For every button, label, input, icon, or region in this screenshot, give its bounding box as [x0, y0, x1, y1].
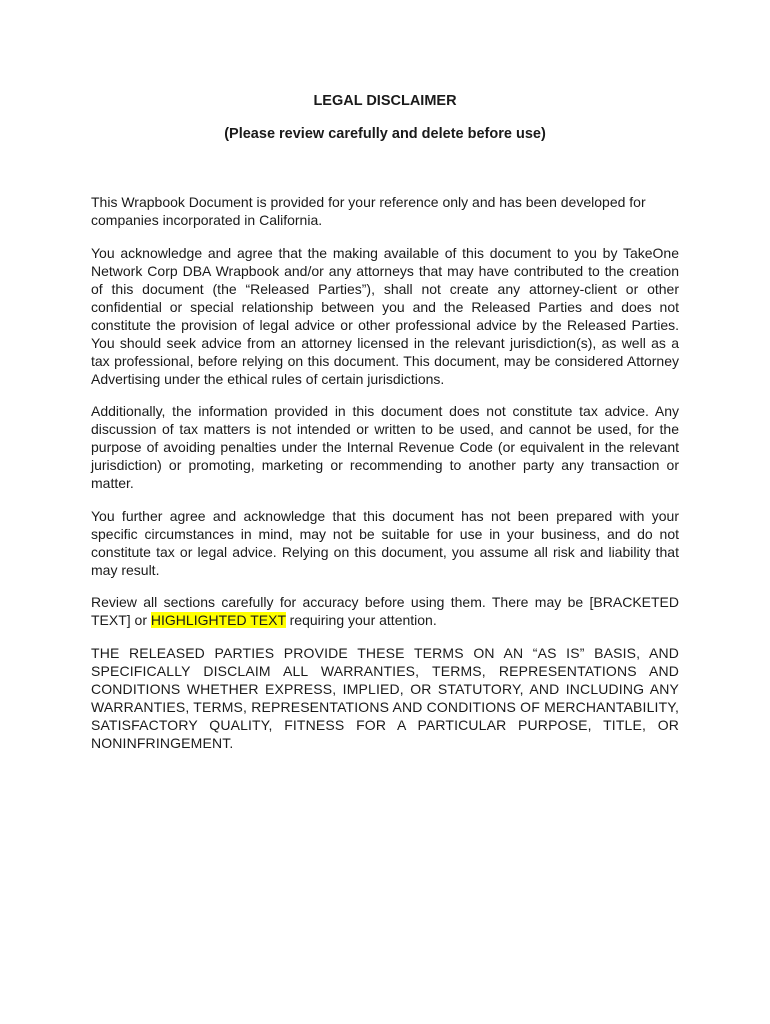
paragraph-warranty-disclaimer: THE RELEASED PARTIES PROVIDE THESE TERMS ON AN “AS IS” BASIS, AND SPECIFICALLY DISCLAIM ALL WARRANTIES, TERMS, REPRESENTATIONS AND CONDITIONS WHETHER EXPRESS, IMPLIED, OR STATUTORY, AND INCLUDING ANY WARRANTIES, TERMS, REPRESENTATIONS AND CONDITIONS OF MERCHANTABILITY, SATISFACTORY QUALITY, FITNESS FOR A PARTICULAR PURPOSE, TITLE, OR NONINFRINGEMENT. [91, 644, 679, 751]
paragraph-review-sections [91, 593, 679, 629]
paragraph-circumstances: You further agree and acknowledge that this document has not been prepared with your specific circumstances in mind, may not be suitable for use in your business, and do not constitute tax or legal advice. Relying on this document, you assume all risk and liability that may result. [91, 507, 679, 578]
review-text-before: Review all sections carefully for accuracy before using them. There may be [BRACKETED TEXT] or [91, 594, 679, 628]
paragraph-acknowledgement: You acknowledge and agree that the making available of this document to you by TakeOne Network Corp DBA Wrapbook and/or any attorneys that may have contributed to the creation of this document (the “Released Parties”), shall not create any attorney-client or other confidential or special relationship between you and the Released Parties and does not constitute the provision of legal advice or other professional advice by the Released Parties. You should seek advice from an attorney licensed in the relevant jurisdiction(s), as well as a tax professional, before relying on this document. This document, may be considered Attorney Advertising under the ethical rules of certain jurisdictions. [91, 244, 679, 387]
document-body [91, 193, 679, 766]
review-text-after: requiring your attention. [285, 612, 437, 628]
paragraph-tax-advice: Additionally, the information provided in this document does not constitute tax advice. Any discussion of tax matters is not intended or written to be used, and cannot be used, for the purpose of avoiding penalties under the Internal Revenue Code (or equivalent in the relevant jurisdiction) or promoting, marketing or recommending to another party any transaction or matter. [91, 403, 679, 491]
document-title: LEGAL DISCLAIMER [313, 93, 457, 109]
document-subtitle: (Please review carefully and delete before use) [224, 126, 546, 142]
highlighted-text-marker: HIGHLIGHTED TEXT [150, 612, 286, 628]
paragraph-reference-only: This Wrapbook Document is provided for your reference only and has been developed for companies incorporated in California. [91, 194, 646, 228]
